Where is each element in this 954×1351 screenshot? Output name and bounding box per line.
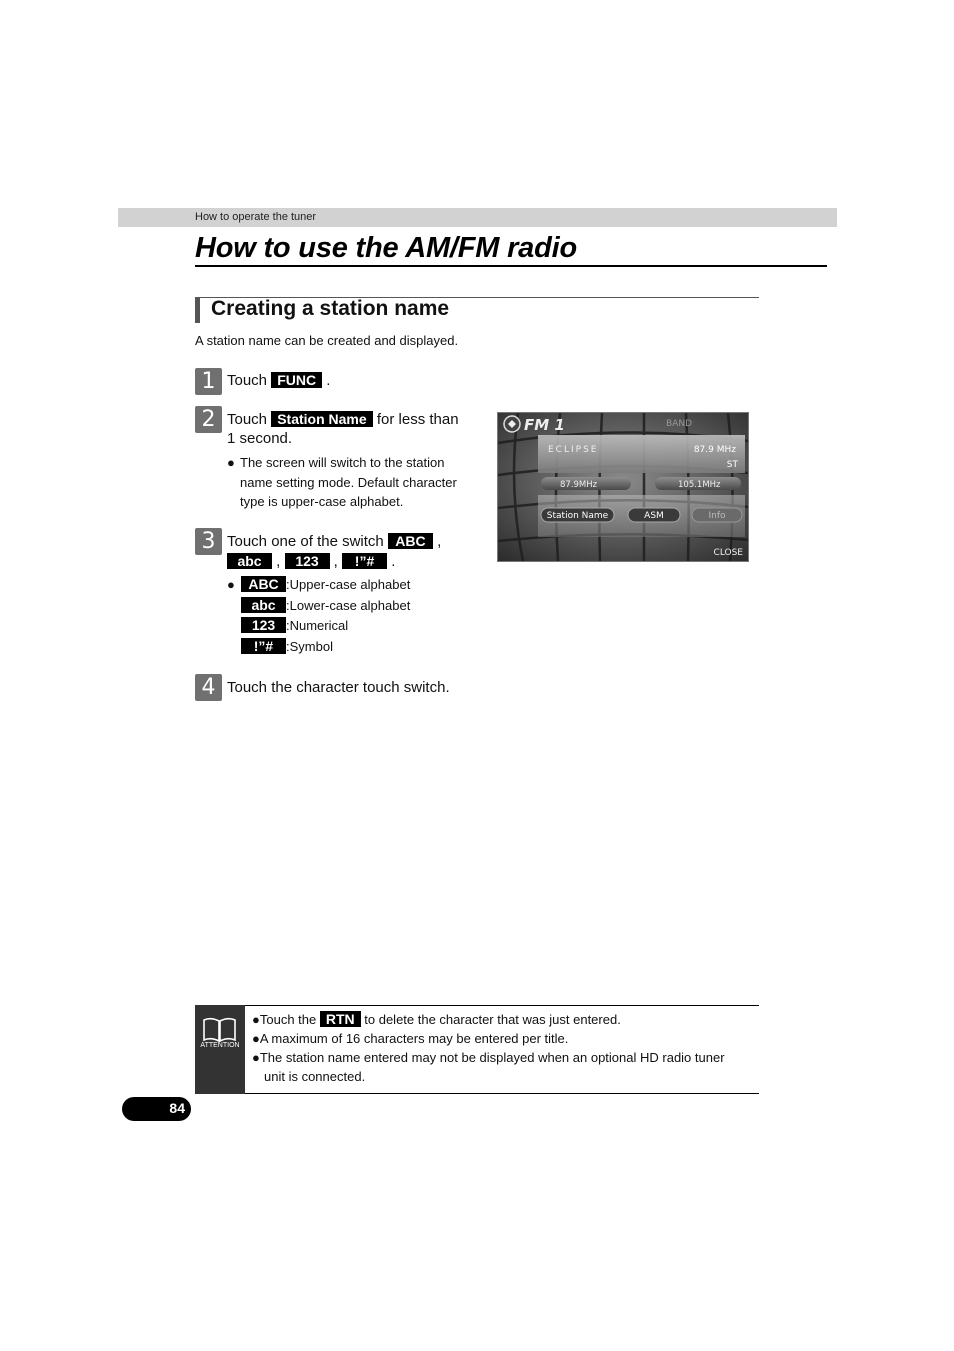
bullet-dot-icon: ● — [252, 1050, 260, 1065]
attention-label: ATTENTION — [200, 1042, 240, 1049]
attention-list — [252, 1010, 757, 1086]
abc-lower-key: abc — [227, 553, 272, 569]
station-brand: ECLIPSE — [548, 445, 599, 455]
abc-upper-key: ABC — [388, 533, 433, 549]
section-title: Creating a station name — [211, 297, 450, 320]
station-name-key: Station Name — [271, 411, 372, 427]
legend-row — [241, 617, 348, 634]
attention-item — [252, 1010, 757, 1029]
step-3-text: Touch one of the switch ABC , abc , 123 , !”# . — [227, 533, 442, 570]
step-1-pre: Touch — [227, 372, 268, 389]
band-title: FM 1 — [524, 416, 565, 434]
stereo-indicator: ST — [726, 460, 738, 470]
legend-key-lower: abc — [241, 597, 286, 613]
legend-row — [241, 576, 410, 593]
step-2-text — [227, 410, 482, 448]
step-3-number: 3 — [195, 528, 222, 555]
legend-key-symbol: !”# — [241, 638, 286, 654]
step-3-pre: Touch one of the switch — [227, 533, 384, 550]
step-2-bullet-line: type is upper-case alphabet. — [240, 494, 404, 509]
step-2-bullet-line: The screen will switch to the station — [240, 455, 445, 470]
legend-desc-symbol: :Symbol — [286, 639, 333, 654]
attention-item-text: The station name entered may not be displayed when an optional HD radio tuner — [259, 1050, 725, 1065]
attention-item-pre: Touch the — [259, 1012, 317, 1027]
step-2-bullet — [227, 453, 490, 512]
step-1-number: 1 — [195, 368, 222, 395]
attention-bottom-rule — [195, 1093, 759, 1094]
book-icon — [195, 1015, 245, 1055]
legend-key-upper: ABC — [241, 576, 286, 592]
bullet-dot-icon: ● — [227, 455, 235, 470]
step-1-post: . — [326, 372, 331, 389]
legend-row — [241, 597, 410, 614]
attention-item — [252, 1029, 757, 1048]
section-intro: A station name can be created and displayed. — [195, 333, 459, 348]
legend-desc-lower: :Lower-case alphabet — [286, 598, 411, 613]
attention-item-continuation: unit is connected. — [264, 1069, 366, 1084]
legend-row — [241, 638, 333, 655]
rtn-key: RTN — [320, 1011, 361, 1027]
step-4-number: 4 — [195, 674, 222, 701]
legend-desc-upper: :Upper-case alphabet — [286, 577, 411, 592]
step-2-post: for less than — [376, 411, 459, 428]
page-number: 84 — [169, 1100, 185, 1116]
section-marker — [195, 297, 200, 323]
attention-sidebar — [195, 1005, 245, 1094]
attention-top-rule — [195, 1005, 759, 1006]
preset-1: 87.9MHz — [560, 480, 598, 490]
step-2-number: 2 — [195, 406, 222, 433]
func-key: FUNC — [271, 372, 322, 388]
attention-item-text: A maximum of 16 characters may be entered per title. — [259, 1031, 569, 1046]
page-title: How to use the AM/FM radio — [195, 232, 577, 264]
step-4-text: Touch the character touch switch. — [227, 679, 450, 696]
bullet-dot-icon: ● — [252, 1012, 260, 1027]
legend-desc-numeric: :Numerical — [286, 618, 349, 633]
current-frequency: 87.9 MHz — [693, 445, 736, 455]
step-2-bullet-line: name setting mode. Default character — [240, 474, 457, 490]
attention-item-post: to delete the character that was just entered. — [364, 1012, 621, 1027]
bullet-dot-icon: ● — [227, 577, 235, 592]
step-2-line2: 1 second. — [227, 430, 293, 447]
step-1-text — [227, 371, 330, 390]
numeric-key: 123 — [285, 553, 330, 569]
close-button[interactable]: CLOSE — [713, 548, 743, 558]
title-rule — [195, 265, 827, 267]
step-2-pre: Touch — [227, 411, 268, 428]
band-button: BAND — [666, 419, 692, 429]
asm-button[interactable]: ASM — [644, 511, 664, 521]
station-name-button[interactable]: Station Name — [546, 511, 609, 521]
bullet-dot-icon: ● — [252, 1031, 260, 1046]
info-button[interactable]: Info — [708, 511, 726, 521]
device-screenshot — [497, 412, 749, 562]
symbol-key: !”# — [342, 553, 387, 569]
attention-item — [252, 1048, 757, 1067]
running-header: How to operate the tuner — [195, 211, 317, 223]
legend-key-numeric: 123 — [241, 617, 286, 633]
preset-2: 105.1MHz — [678, 480, 721, 490]
